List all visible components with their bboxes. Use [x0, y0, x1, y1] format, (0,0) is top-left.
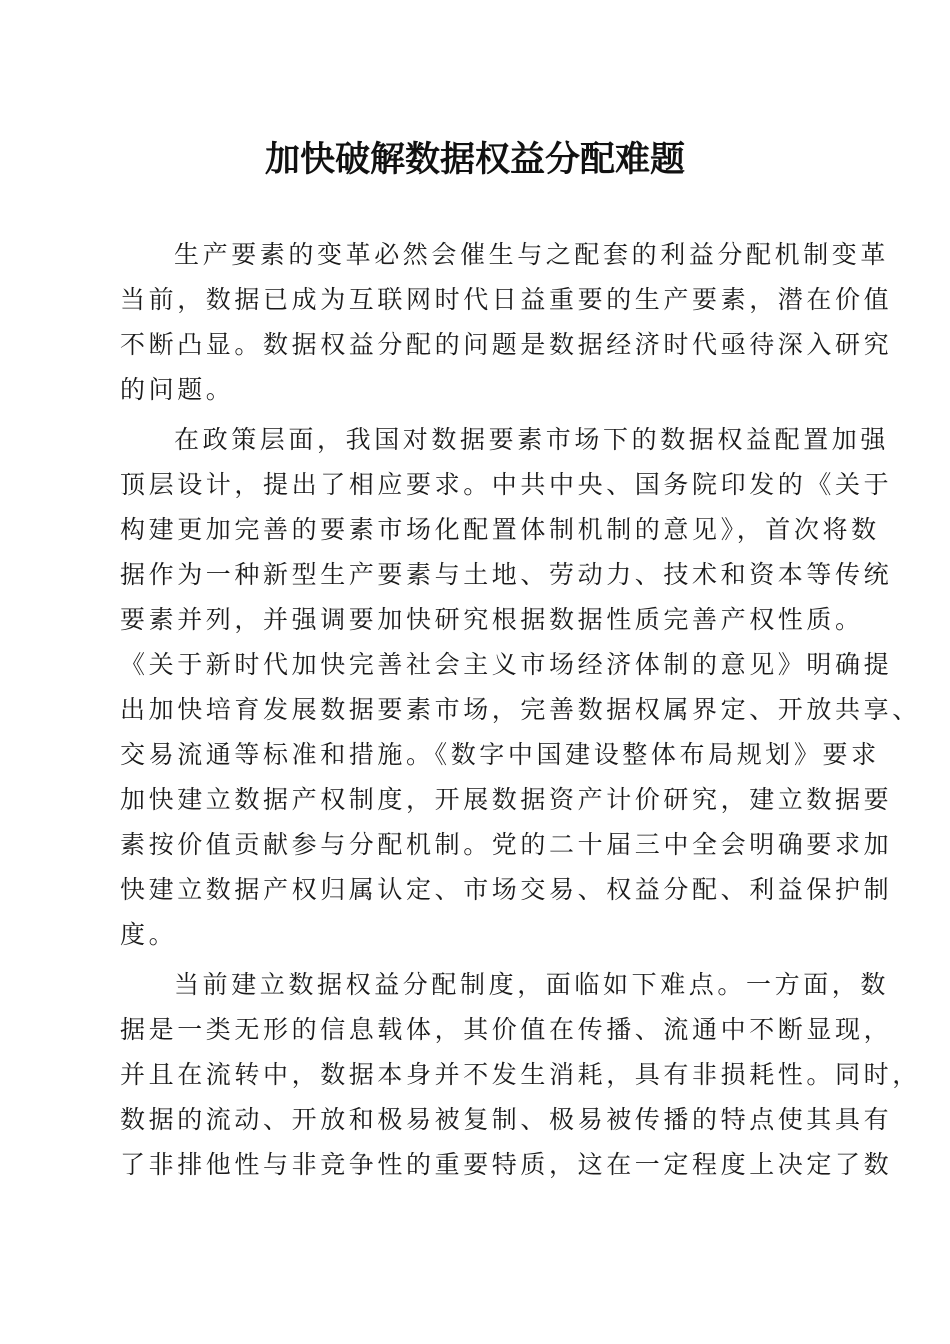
text-line: 交易流通等标准和措施。《数字中国建设整体布局规划》要求	[120, 740, 880, 769]
text-line: 在政策层面，我国对数据要素市场下的数据权益配置加强	[174, 425, 890, 454]
text-line: 加快建立数据产权制度，开展数据资产计价研究，建立数据要	[120, 785, 893, 814]
paragraph-3	[120, 962, 921, 1187]
text-line: 了非排他性与非竞争性的重要特质，这在一定程度上决定了数	[120, 1150, 893, 1179]
paragraph-2	[120, 417, 921, 957]
text-line: 度。	[120, 920, 178, 949]
text-line: 当前，数据已成为互联网时代日益重要的生产要素，潜在价值	[120, 285, 893, 314]
text-line: 生产要素的变革必然会催生与之配套的利益分配机制变革	[174, 240, 890, 269]
text-line: 数据的流动、开放和极易被复制、极易被传播的特点使其具有	[120, 1105, 893, 1134]
text-line: 据是一类无形的信息载体，其价值在传播、流通中不断显现，	[120, 1015, 893, 1044]
text-line: 当前建立数据权益分配制度，面临如下难点。一方面，数	[174, 970, 890, 999]
document-body	[120, 232, 921, 1192]
text-line: 素按价值贡献参与分配机制。党的二十届三中全会明确要求加	[120, 830, 893, 859]
text-line: 的问题。	[120, 375, 235, 404]
paragraph-1	[120, 232, 893, 412]
text-line: 据作为一种新型生产要素与土地、劳动力、技术和资本等传统	[120, 560, 893, 589]
text-line: 快建立数据产权归属认定、市场交易、权益分配、利益保护制	[120, 875, 893, 904]
text-line: 顶层设计，提出了相应要求。中共中央、国务院印发的《关于	[120, 470, 893, 499]
text-line: 出加快培育发展数据要素市场，完善数据权属界定、开放共享、	[120, 695, 921, 724]
text-line: 不断凸显。数据权益分配的问题是数据经济时代亟待深入研究	[120, 330, 893, 359]
document-title: 加快破解数据权益分配难题	[264, 139, 685, 180]
text-line: 构建更加完善的要素市场化配置体制机制的意见》，首次将数	[120, 515, 880, 544]
text-line: 要素并列，并强调要加快研究根据数据性质完善产权性质。	[120, 605, 864, 634]
text-line: 《关于新时代加快完善社会主义市场经济体制的意见》明确提	[120, 650, 893, 679]
text-line: 并且在流转中，数据本身并不发生消耗，具有非损耗性。同时，	[120, 1060, 921, 1089]
